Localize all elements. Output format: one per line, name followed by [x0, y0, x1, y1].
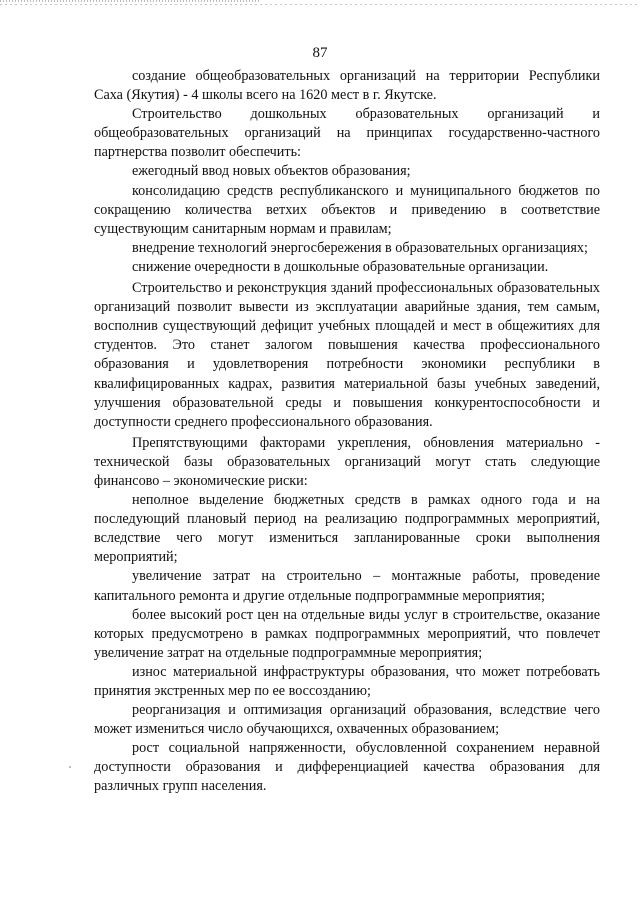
- page-number: 87: [312, 45, 328, 61]
- paragraph-vocational-construction: Строительство и реконструкция зданий профессиональных образовательных организаций позволит вывести из эксплуатации аварийные здания, тем самым, восполнив существующий дефицит учебных площадей и мест в общежитиях для студентов. Это станет залогом повышения качества профессионального образования и удовлетворения потребности экономики республики в квалифицированных кадрах, развития материальной базы учебных заведений, улучшения образовательной среды и повышения конкурентоспособности и доступности среднего профессионального образования.: [94, 280, 600, 430]
- list-item-risk-social-tension: рост социальной напряженности, обусловленной сохранением неравной доступности образования и дифференциацией качества образования для различных групп населения.: [94, 740, 600, 795]
- scan-dust-mark: [69, 766, 71, 768]
- paragraph-schools: создание общеобразовательных организаций на территории Республики Саха (Якутия) - 4 школы всего на 1620 мест в г. Якутске.: [94, 68, 600, 104]
- list-item-annual-commissioning: ежегодный ввод новых объектов образования;: [132, 163, 411, 180]
- scan-edge-artifact: [0, 0, 260, 2]
- document-body: [94, 67, 600, 797]
- list-item-risk-construction-costs: увеличение затрат на строительно – монтажные работы, проведение капитального ремонта и другие отдельные подпрограммные мероприятия;: [94, 568, 600, 604]
- list-item-risk-infrastructure-wear: износ материальной инфраструктуры образования, что может потребовать принятия экстренных мер по ее воссозданию;: [94, 663, 600, 699]
- paragraph-ppp-construction: Строительство дошкольных образовательных организаций и общеобразовательных организаций на принципах государственно-частного партнерства позволит обеспечить:: [94, 106, 600, 161]
- list-item-queue-reduction: снижение очередности в дошкольные образовательные организации.: [132, 258, 549, 275]
- list-item-energy-saving: внедрение технологий энергосбережения в образовательных организациях;: [132, 239, 588, 256]
- paragraph-risk-factors: Препятствующими факторами укрепления, обновления материально - технической базы образовательных организаций могут стать следующие финансово – экономические риски:: [94, 434, 600, 489]
- list-item-risk-price-growth: более высокий рост цен на отдельные виды услуг в строительстве, оказание которых предусмотрено в рамках подпрограммных мероприятий, что повлечет увеличение затрат на отдельные подпрограммные мероприятия;: [94, 606, 600, 661]
- list-item-risk-reorganization: реорганизация и оптимизация организаций образования, вследствие чего может измениться число обучающихся, охваченных образованием;: [94, 702, 600, 738]
- list-item-risk-budget: неполное выделение бюджетных средств в рамках одного года и на последующий плановый период на реализацию подпрограммных мероприятий, вследствие чего могут измениться запланированные сроки выполнения мероприятий;: [94, 492, 600, 566]
- scan-edge-artifact-line: [0, 4, 640, 5]
- list-item-budget-consolidation: консолидацию средств республиканского и муниципального бюджетов по сокращению количества ветхих объектов и приведению в соответствие существующим санитарным нормам и правилам;: [94, 182, 600, 237]
